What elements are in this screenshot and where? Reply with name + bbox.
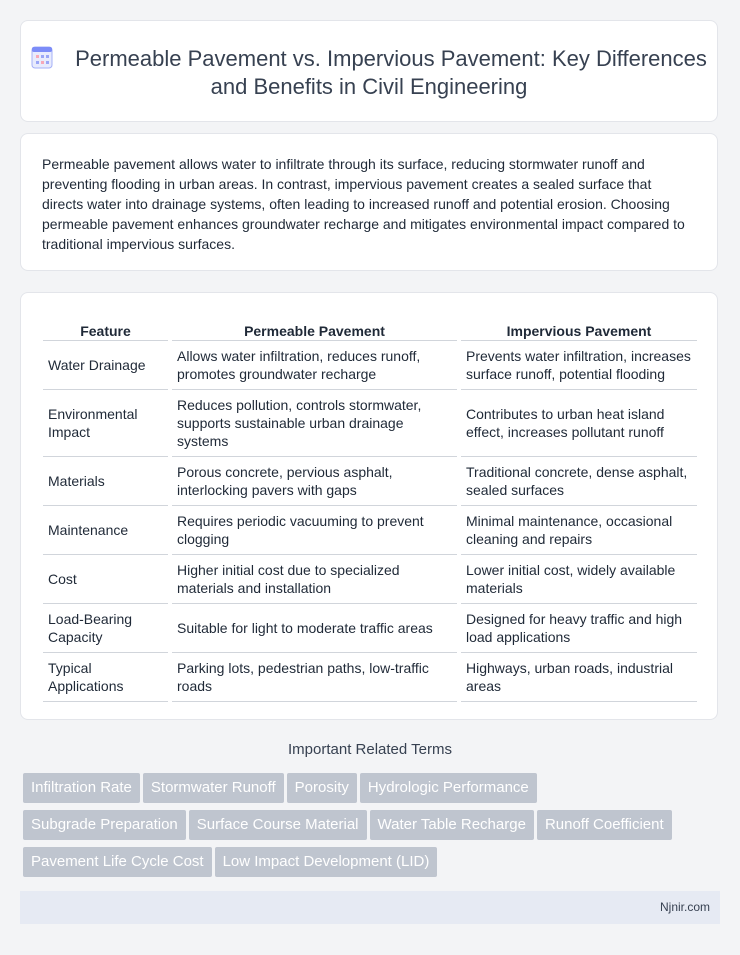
tag-stormwater-runoff[interactable]: Stormwater Runoff <box>143 773 284 803</box>
page-title-text: Permeable Pavement vs. Impervious Pavement: Key Differences and Benefits in Civil Engineering <box>75 46 707 99</box>
feature-cell: Cost <box>43 555 170 604</box>
feature-cell: Water Drainage <box>43 341 170 390</box>
footer <box>20 891 720 924</box>
tag-low-impact-development[interactable]: Low Impact Development (LID) <box>215 847 438 877</box>
impervious-cell: Lower initial cost, widely available materials <box>459 555 697 604</box>
permeable-cell: Parking lots, pedestrian paths, low-traffic roads <box>170 653 459 702</box>
header-impervious: Impervious Pavement <box>459 316 697 341</box>
comparison-table <box>43 316 697 702</box>
table-row <box>43 653 697 702</box>
table-row <box>43 390 697 457</box>
table-row <box>43 341 697 390</box>
footer-site[interactable]: Njnir.com <box>659 900 710 914</box>
impervious-cell: Contributes to urban heat island effect, increases pollutant runoff <box>459 390 697 457</box>
impervious-cell: Designed for heavy traffic and high load applications <box>459 604 697 653</box>
tag-runoff-coefficient[interactable]: Runoff Coefficient <box>537 810 672 840</box>
feature-cell: Typical Applications <box>43 653 170 702</box>
comparison-table-card <box>20 292 718 720</box>
feature-cell: Materials <box>43 457 170 506</box>
header-feature: Feature <box>43 316 170 341</box>
tag-subgrade-preparation[interactable]: Subgrade Preparation <box>23 810 186 840</box>
permeable-cell: Allows water infiltration, reduces runoff, promotes groundwater recharge <box>170 341 459 390</box>
intro-paragraph: Permeable pavement allows water to infiltrate through its surface, reducing stormwater runoff and preventing flooding in urban areas. In contrast, impervious pavement creates a sealed surface that directs water into drainage systems, often leading to increased runoff and potential erosion. Choosing permeable pavement enhances groundwater recharge and mitigates environmental impact compared to traditional impervious surfaces. <box>42 156 685 252</box>
tag-surface-course-material[interactable]: Surface Course Material <box>189 810 367 840</box>
permeable-cell: Reduces pollution, controls stormwater, supports sustainable urban drainage systems <box>170 390 459 457</box>
permeable-cell: Higher initial cost due to specialized materials and installation <box>170 555 459 604</box>
document-grid-icon <box>31 45 53 69</box>
table-row <box>43 457 697 506</box>
table-row <box>43 506 697 555</box>
permeable-cell: Suitable for light to moderate traffic areas <box>170 604 459 653</box>
related-terms-heading: Important Related Terms <box>288 741 452 758</box>
permeable-cell: Porous concrete, pervious asphalt, interlocking pavers with gaps <box>170 457 459 506</box>
related-terms-tags <box>23 773 723 884</box>
feature-cell: Load-Bearing Capacity <box>43 604 170 653</box>
tag-infiltration-rate[interactable]: Infiltration Rate <box>23 773 140 803</box>
impervious-cell: Prevents water infiltration, increases surface runoff, potential flooding <box>459 341 697 390</box>
table-row <box>43 555 697 604</box>
tag-pavement-life-cycle-cost[interactable]: Pavement Life Cycle Cost <box>23 847 212 877</box>
header-permeable: Permeable Pavement <box>170 316 459 341</box>
tag-water-table-recharge[interactable]: Water Table Recharge <box>370 810 534 840</box>
table-row <box>43 604 697 653</box>
feature-cell: Maintenance <box>43 506 170 555</box>
permeable-cell: Requires periodic vacuuming to prevent clogging <box>170 506 459 555</box>
title-card <box>20 20 718 122</box>
impervious-cell: Traditional concrete, dense asphalt, sealed surfaces <box>459 457 697 506</box>
page-title <box>21 45 717 101</box>
table-header-row <box>43 316 697 341</box>
intro-card <box>20 133 718 271</box>
impervious-cell: Highways, urban roads, industrial areas <box>459 653 697 702</box>
feature-cell: Environmental Impact <box>43 390 170 457</box>
impervious-cell: Minimal maintenance, occasional cleaning and repairs <box>459 506 697 555</box>
tag-porosity[interactable]: Porosity <box>287 773 357 803</box>
tag-hydrologic-performance[interactable]: Hydrologic Performance <box>360 773 537 803</box>
